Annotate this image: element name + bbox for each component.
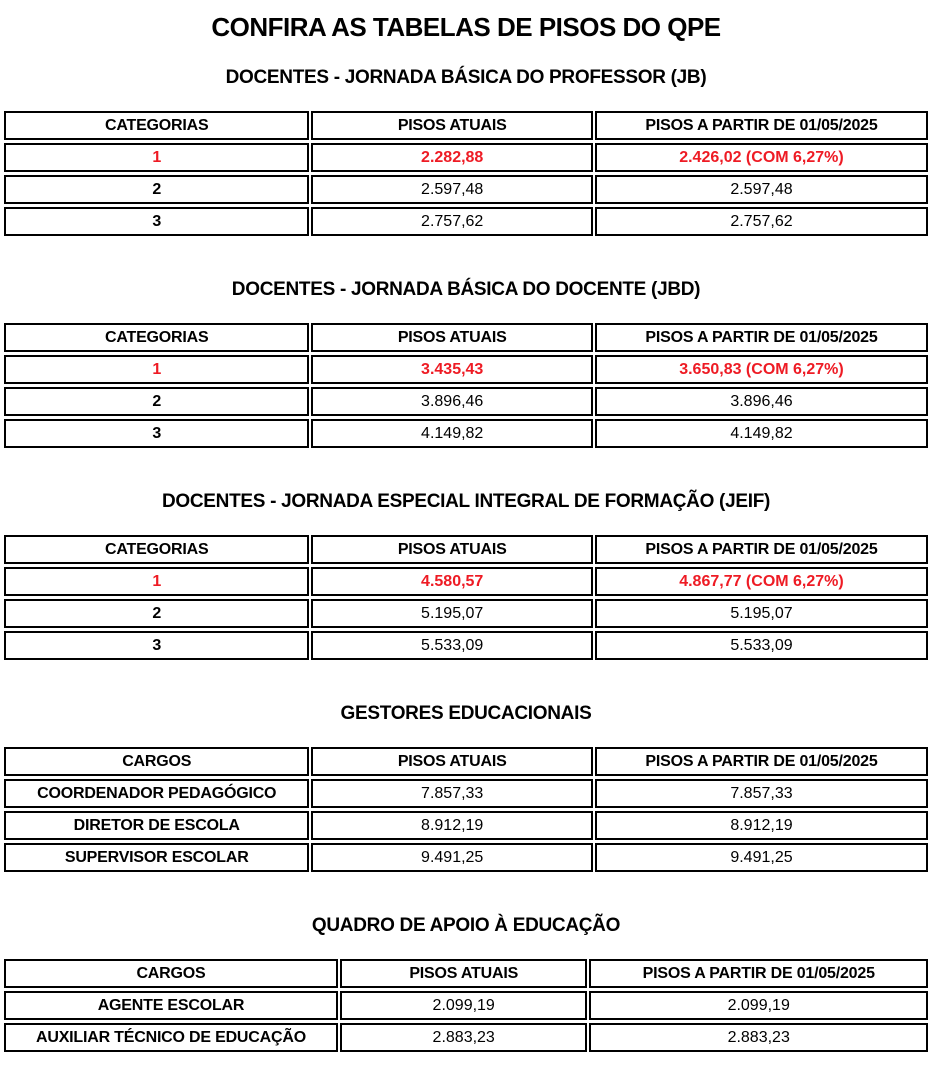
table-row	[4, 419, 928, 448]
table-row	[4, 567, 928, 596]
table-row	[4, 143, 928, 172]
table-row	[4, 991, 928, 1020]
column-header-cargos: CARGOS	[4, 747, 309, 776]
table-cell-piso-novo: 2.757,62	[595, 207, 928, 236]
table-cell-piso-novo: 8.912,19	[595, 811, 928, 840]
column-header-categorias: CATEGORIAS	[4, 323, 309, 352]
table-cell-piso-atual: 4.149,82	[311, 419, 593, 448]
table-row	[4, 599, 928, 628]
table-row	[4, 387, 928, 416]
table-row	[4, 811, 928, 840]
column-header-pisos-atuais: PISOS ATUAIS	[311, 111, 593, 140]
table-cell-piso-novo: 7.857,33	[595, 779, 928, 808]
column-header-pisos-novos: PISOS A PARTIR DE 01/05/2025	[595, 323, 928, 352]
table-docentes-jeif	[2, 532, 930, 663]
column-header-pisos-atuais: PISOS ATUAIS	[340, 959, 587, 988]
table-cell-categoria: 1	[4, 355, 309, 384]
table-cell-cargo: SUPERVISOR ESCOLAR	[4, 843, 309, 872]
table-cell-piso-atual: 2.597,48	[311, 175, 593, 204]
table-cell-categoria: 3	[4, 631, 309, 660]
table-cell-categoria: 1	[4, 567, 309, 596]
table-cell-piso-novo: 2.099,19	[589, 991, 928, 1020]
table-cell-categoria: 1	[4, 143, 309, 172]
table-cell-categoria: 2	[4, 387, 309, 416]
column-header-pisos-atuais: PISOS ATUAIS	[311, 535, 593, 564]
table-cell-piso-atual: 3.896,46	[311, 387, 593, 416]
section-heading-jbd: DOCENTES - JORNADA BÁSICA DO DOCENTE (JBD)	[231, 279, 701, 300]
table-docentes-jb	[2, 108, 930, 239]
section-docentes-jeif	[2, 491, 930, 663]
column-header-categorias: CATEGORIAS	[4, 535, 309, 564]
section-heading-quadro-apoio: QUADRO DE APOIO À EDUCAÇÃO	[311, 915, 621, 936]
section-heading-gestores: GESTORES EDUCACIONAIS	[340, 703, 592, 724]
table-cell-piso-atual: 5.195,07	[311, 599, 593, 628]
table-cell-categoria: 2	[4, 175, 309, 204]
table-cell-cargo: AUXILIAR TÉCNICO DE EDUCAÇÃO	[4, 1023, 338, 1052]
table-cell-piso-novo: 5.195,07	[595, 599, 928, 628]
table-row	[4, 843, 928, 872]
table-cell-piso-atual: 8.912,19	[311, 811, 593, 840]
table-header-row	[4, 111, 928, 140]
column-header-pisos-novos: PISOS A PARTIR DE 01/05/2025	[595, 747, 928, 776]
table-cell-piso-novo: 2.426,02 (COM 6,27%)	[595, 143, 928, 172]
table-row	[4, 207, 928, 236]
table-header-row	[4, 535, 928, 564]
table-cell-piso-atual: 7.857,33	[311, 779, 593, 808]
table-cell-piso-atual: 2.757,62	[311, 207, 593, 236]
section-quadro-apoio	[2, 915, 930, 1055]
table-row	[4, 631, 928, 660]
table-quadro-apoio	[2, 956, 930, 1055]
table-cell-categoria: 3	[4, 419, 309, 448]
table-header-row	[4, 747, 928, 776]
table-cell-piso-novo: 3.650,83 (COM 6,27%)	[595, 355, 928, 384]
table-cell-piso-novo: 4.867,77 (COM 6,27%)	[595, 567, 928, 596]
table-cell-piso-atual: 3.435,43	[311, 355, 593, 384]
table-cell-piso-atual: 2.099,19	[340, 991, 587, 1020]
column-header-pisos-novos: PISOS A PARTIR DE 01/05/2025	[589, 959, 928, 988]
table-cell-piso-novo: 4.149,82	[595, 419, 928, 448]
table-cell-piso-novo: 9.491,25	[595, 843, 928, 872]
table-row	[4, 175, 928, 204]
section-heading-jeif: DOCENTES - JORNADA ESPECIAL INTEGRAL DE FORMAÇÃO (JEIF)	[161, 491, 771, 512]
table-cell-piso-atual: 9.491,25	[311, 843, 593, 872]
column-header-pisos-atuais: PISOS ATUAIS	[311, 323, 593, 352]
section-gestores	[2, 703, 930, 875]
table-cell-categoria: 3	[4, 207, 309, 236]
table-cell-piso-novo: 2.597,48	[595, 175, 928, 204]
table-cell-piso-atual: 2.282,88	[311, 143, 593, 172]
table-cell-categoria: 2	[4, 599, 309, 628]
table-header-row	[4, 959, 928, 988]
table-row	[4, 779, 928, 808]
table-cell-cargo: COORDENADOR PEDAGÓGICO	[4, 779, 309, 808]
table-cell-piso-atual: 2.883,23	[340, 1023, 587, 1052]
table-row	[4, 1023, 928, 1052]
table-cell-piso-novo: 5.533,09	[595, 631, 928, 660]
table-cell-piso-novo: 3.896,46	[595, 387, 928, 416]
table-cell-cargo: DIRETOR DE ESCOLA	[4, 811, 309, 840]
table-row	[4, 355, 928, 384]
table-cell-piso-novo: 2.883,23	[589, 1023, 928, 1052]
column-header-categorias: CATEGORIAS	[4, 111, 309, 140]
column-header-cargos: CARGOS	[4, 959, 338, 988]
section-heading-jb: DOCENTES - JORNADA BÁSICA DO PROFESSOR (JB)	[225, 67, 707, 88]
table-cell-piso-atual: 5.533,09	[311, 631, 593, 660]
table-header-row	[4, 323, 928, 352]
table-cell-piso-atual: 4.580,57	[311, 567, 593, 596]
column-header-pisos-atuais: PISOS ATUAIS	[311, 747, 593, 776]
table-cell-cargo: AGENTE ESCOLAR	[4, 991, 338, 1020]
column-header-pisos-novos: PISOS A PARTIR DE 01/05/2025	[595, 111, 928, 140]
table-docentes-jbd	[2, 320, 930, 451]
section-docentes-jb	[2, 67, 930, 239]
page-title: CONFIRA AS TABELAS DE PISOS DO QPE	[211, 12, 721, 42]
section-docentes-jbd	[2, 279, 930, 451]
column-header-pisos-novos: PISOS A PARTIR DE 01/05/2025	[595, 535, 928, 564]
table-gestores	[2, 744, 930, 875]
